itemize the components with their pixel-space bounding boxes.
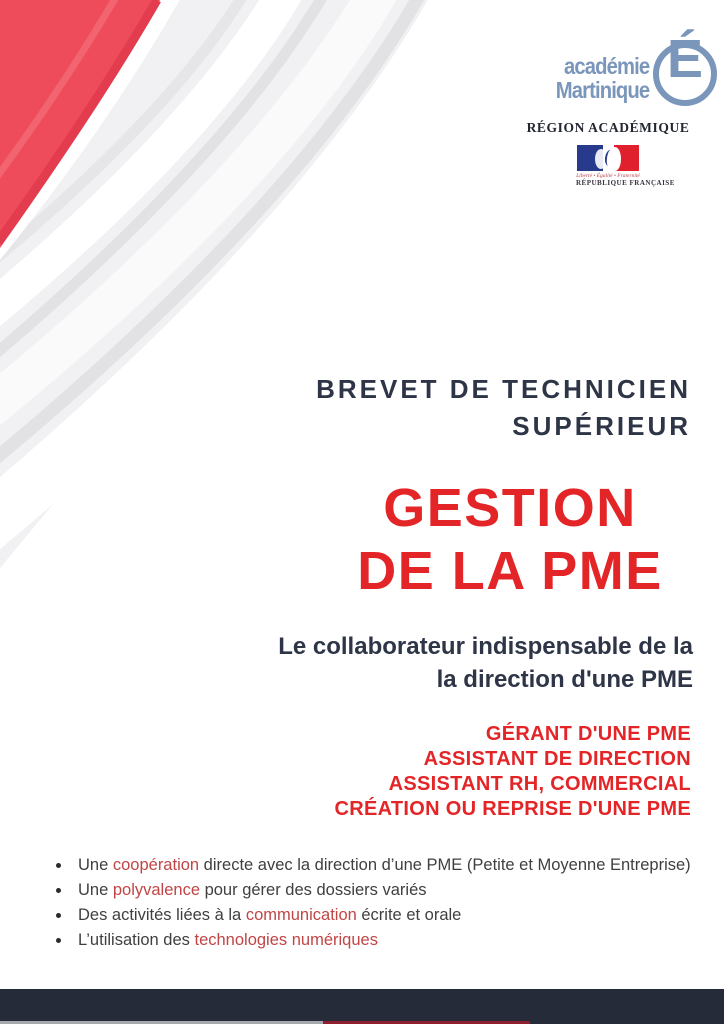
- flag-blue-panel: [577, 145, 603, 171]
- highlighted-keyword: coopération: [112, 856, 200, 874]
- list-item: [54, 903, 704, 928]
- program-features: [54, 853, 704, 953]
- kicker-line2: SUPÉRIEUR: [512, 411, 691, 441]
- diploma-kicker: [316, 371, 691, 445]
- role-item: ASSISTANT RH, COMMERCIAL: [388, 773, 691, 795]
- list-item: [54, 878, 704, 903]
- academy-logo-block: [499, 29, 717, 187]
- title-line1: GESTION: [383, 478, 637, 538]
- bullet-icon: [56, 913, 61, 918]
- title-line2: DE LA PME: [357, 541, 663, 601]
- bullet-icon: [56, 888, 61, 893]
- subtitle: [278, 630, 693, 696]
- list-item: [54, 928, 704, 953]
- academy-e-letter: É: [666, 29, 704, 89]
- region-academique-label: RÉGION ACADÉMIQUE: [526, 120, 690, 135]
- academy-e-icon: [653, 29, 717, 106]
- feature-text: Une polyvalence pour gérer des dossiers variés: [78, 881, 427, 899]
- republic-motto: Liberté • Égalité • Fraternité: [576, 173, 640, 179]
- republic-label: RÉPUBLIQUE FRANÇAISE: [576, 179, 675, 187]
- feature-text: Une coopération directe avec la direction d’une PME (Petite et Moyenne Entreprise): [78, 856, 691, 874]
- role-item: GÉRANT D'UNE PME: [485, 723, 691, 745]
- subtitle-line1: Le collaborateur indispensable de la: [278, 633, 693, 660]
- french-flag-icon: [577, 145, 639, 171]
- academy-name: [555, 54, 649, 102]
- flag-red-panel: [614, 145, 639, 171]
- feature-text: Des activités liées à la communication écrite et orale: [78, 906, 462, 924]
- kicker-line1: BREVET DE TECHNICIEN: [316, 374, 691, 404]
- bullet-icon: [56, 863, 61, 868]
- academy-name-line2: Martinique: [555, 77, 649, 103]
- highlighted-keyword: technologies numériques: [194, 931, 378, 949]
- role-item: CRÉATION OU REPRISE D'UNE PME: [334, 798, 691, 820]
- highlighted-keyword: polyvalence: [112, 881, 200, 899]
- academy-name-line1: académie: [563, 53, 649, 79]
- career-roles-list: [335, 722, 691, 822]
- bullet-icon: [56, 938, 61, 943]
- footer-bar: [0, 989, 724, 1024]
- republique-francaise-logo: [576, 145, 675, 187]
- subtitle-line2: la direction d'une PME: [436, 666, 693, 693]
- feature-text: L’utilisation des technologies numériques: [78, 931, 378, 949]
- list-item: [54, 853, 704, 878]
- academy-logo: [499, 29, 717, 106]
- page-title: [324, 477, 696, 603]
- flag-marianne-profile: [603, 145, 614, 171]
- role-item: ASSISTANT DE DIRECTION: [423, 748, 691, 770]
- feature-list: [54, 853, 704, 953]
- highlighted-keyword: communication: [245, 906, 357, 924]
